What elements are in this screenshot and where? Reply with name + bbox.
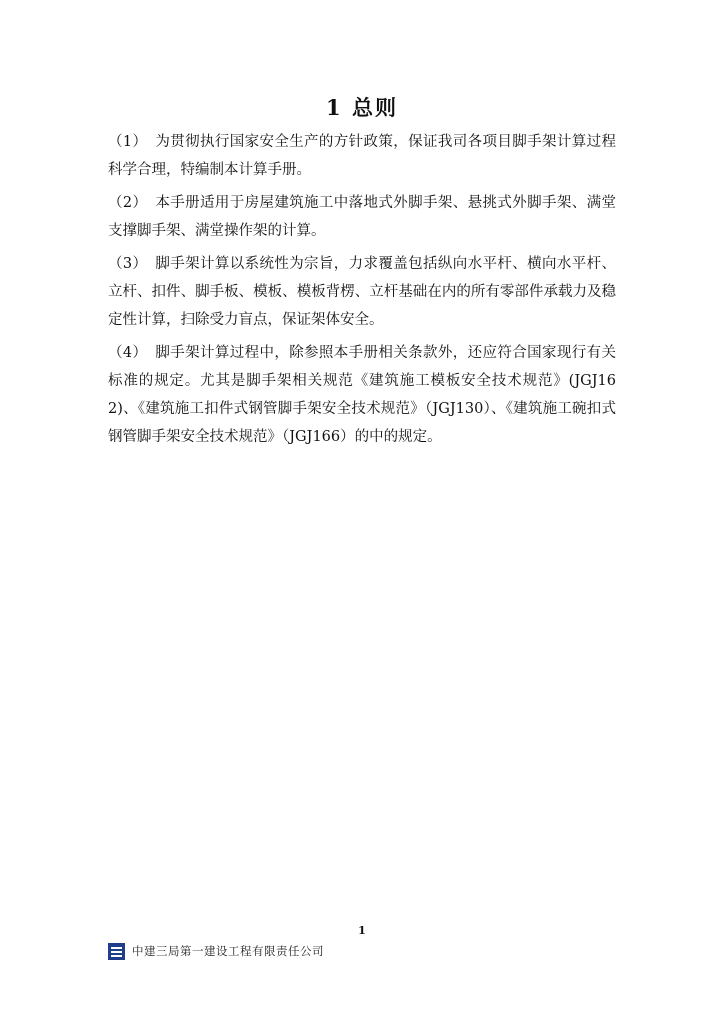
paragraph-text: 为贯彻执行国家安全生产的方针政策，保证我司各项目脚手架计算过程科学合理，特编制本计算手册。: [108, 134, 616, 178]
page-footer: [108, 941, 324, 961]
paragraph-text: 脚手架计算过程中，除参照本手册相关条款外，还应符合国家现行有关标准的规定。尤其是脚手架相关规范《建筑施工模板安全技术规范》(JGJ162)、《建筑施工扣件式钢管脚手架安全技术规范》（JGJ130）、《建筑施工碗扣式钢管脚手架安全技术规范》（JGJ166）的中的规定。: [108, 345, 616, 445]
paragraph-1: [108, 128, 616, 184]
page-title: 1 总则: [326, 95, 398, 120]
body-text: [108, 128, 616, 456]
paragraph-number: （4）: [108, 345, 148, 361]
company-logo-icon: [108, 943, 125, 960]
paragraph-4: [108, 339, 616, 451]
paragraph-text: 本手册适用于房屋建筑施工中落地式外脚手架、悬挑式外脚手架、满堂支撑脚手架、满堂操作架的计算。: [108, 195, 616, 239]
page-number: 1: [358, 924, 366, 937]
footer-company-name: 中建三局第一建设工程有限责任公司: [132, 944, 324, 958]
paragraph-text: 脚手架计算以系统性为宗旨，力求覆盖包括纵向水平杆、横向水平杆、立杆、扣件、脚手板、模板、模板背楞、立杆基础在内的所有零部件承载力及稳定性计算，扫除受力盲点，保证架体安全。: [108, 256, 616, 328]
paragraph-3: [108, 250, 616, 334]
paragraph-number: （2）: [108, 195, 148, 211]
paragraph-number: （3）: [108, 256, 148, 272]
paragraph-2: [108, 189, 616, 245]
paragraph-number: （1）: [108, 134, 148, 150]
